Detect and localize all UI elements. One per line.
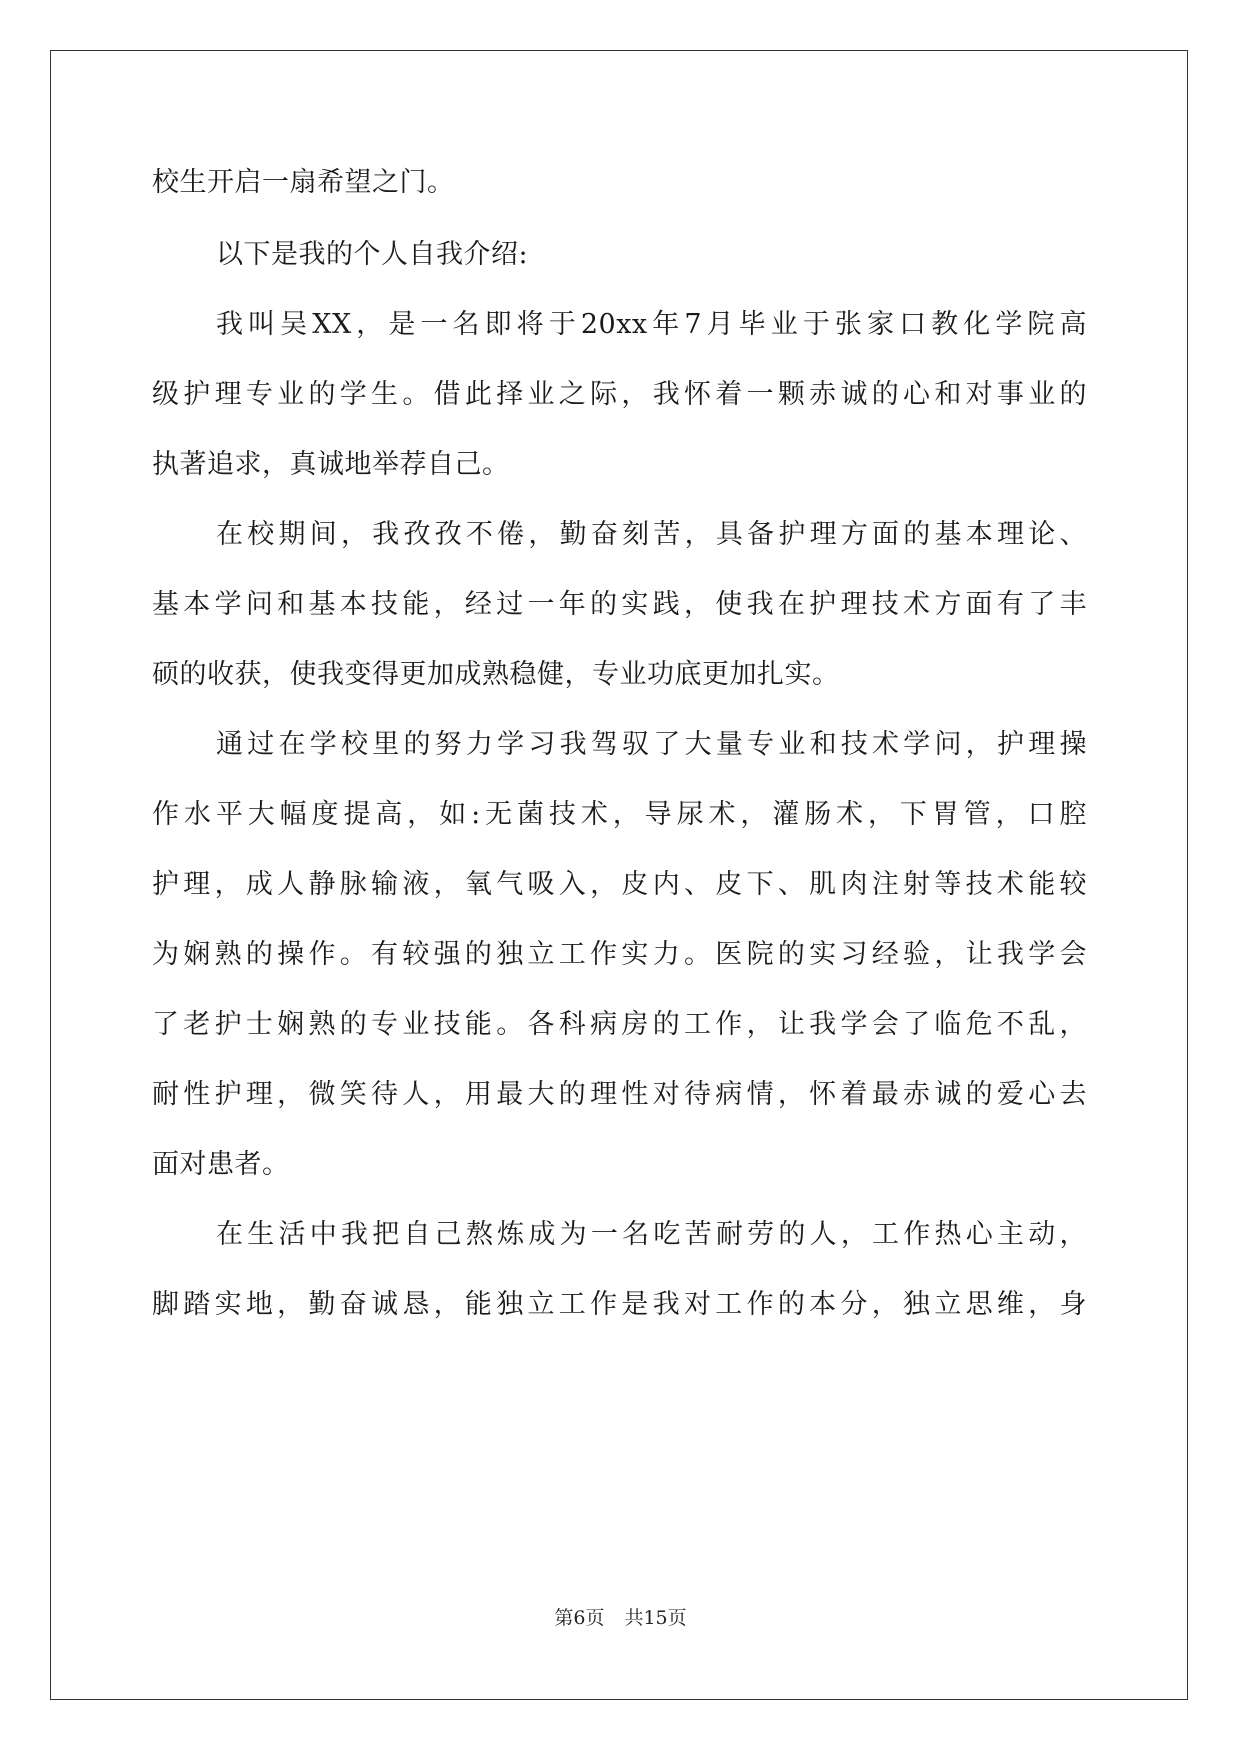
text-line: 我叫吴XX，是一名即将于20xx年7月毕业于张家口教化学院高: [216, 309, 1087, 340]
text-line: 耐性护理，微笑待人，用最大的理性对待病情，怀着最赤诚的爱心去: [152, 1079, 1087, 1110]
text-line: 在校期间，我孜孜不倦，勤奋刻苦，具备护理方面的基本理论、: [216, 519, 1087, 550]
page-total: 共15页: [624, 1607, 687, 1629]
text-line: 级护理专业的学生。借此择业之际，我怀着一颗赤诚的心和对事业的: [152, 379, 1087, 410]
page-footer: [0, 1606, 1241, 1630]
text-line: 脚踏实地，勤奋诚恳，能独立工作是我对工作的本分，独立思维，身: [152, 1289, 1087, 1320]
text-line: 了老护士娴熟的专业技能。各科病房的工作，让我学会了临危不乱，: [152, 1009, 1087, 1040]
text-line: 通过在学校里的努力学习我驾驭了大量专业和技术学问，护理操: [216, 729, 1087, 760]
text-line: 以下是我的个人自我介绍:: [216, 239, 529, 270]
text-line: 作水平大幅度提高，如:无菌技术，导尿术，灌肠术，下胃管，口腔: [152, 799, 1087, 830]
page-number: 第6页: [554, 1607, 605, 1629]
text-line: 校生开启一扇希望之门。: [152, 167, 455, 198]
text-line: 基本学问和基本技能，经过一年的实践，使我在护理技术方面有了丰: [152, 589, 1087, 620]
text-line: 为娴熟的操作。有较强的独立工作实力。医院的实习经验，让我学会: [152, 939, 1087, 970]
text-line: 面对患者。: [152, 1149, 290, 1180]
text-line: 护理，成人静脉输液，氧气吸入，皮内、皮下、肌肉注射等技术能较: [152, 869, 1087, 900]
text-line: 硕的收获，使我变得更加成熟稳健，专业功底更加扎实。: [152, 659, 840, 690]
text-line: 执著追求，真诚地举荐自己。: [152, 449, 510, 480]
text-line: 在生活中我把自己熬炼成为一名吃苦耐劳的人，工作热心主动，: [216, 1219, 1087, 1250]
